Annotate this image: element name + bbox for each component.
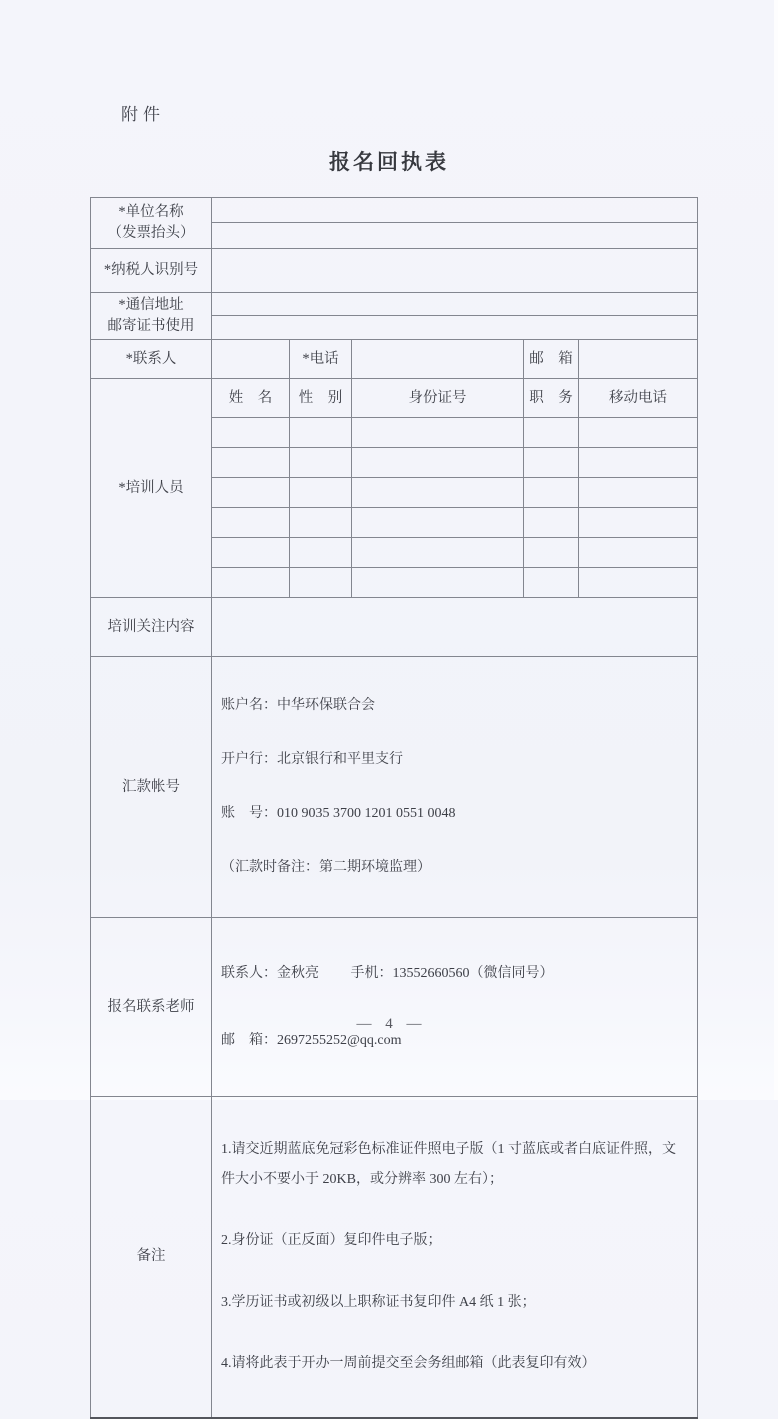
- remark-item-1: 1.请交近期蓝底免冠彩色标准证件照电子版（1 寸蓝底或者白底证件照，文件大小不要小于 20KB，或分辨率 300 左右）；: [221, 1142, 676, 1187]
- personnel-col-name: 姓 名: [212, 379, 290, 418]
- remittance-label: 汇款帐号: [91, 657, 212, 918]
- page-title: 报名回执表: [329, 150, 449, 174]
- training-focus-value: [212, 598, 698, 657]
- remittance-memo: （汇款时备注：第二期环境监理）: [221, 860, 431, 875]
- mailing-address-label-line1: *通信地址: [118, 297, 184, 313]
- phone-label: *电话: [290, 340, 352, 379]
- remittance-account-name: 账户名：中华环保联合会: [221, 698, 375, 713]
- unit-name-value-top: [212, 198, 698, 223]
- registration-contact-label: 报名联系老师: [91, 918, 212, 1097]
- taxpayer-id-label: *纳税人识别号: [91, 249, 212, 293]
- mailing-address-value-bottom: [212, 316, 698, 340]
- unit-name-label: [91, 198, 212, 249]
- personnel-label: *培训人员: [91, 379, 212, 598]
- email-label: 邮 箱: [524, 340, 579, 379]
- registration-contact-email: 邮 箱：2697255252@qq.com: [221, 1033, 402, 1048]
- personnel-col-mobile: 移动电话: [579, 379, 698, 418]
- registration-form-table: [90, 197, 698, 1419]
- email-value: [579, 340, 698, 379]
- unit-name-value-bottom: [212, 223, 698, 249]
- remark-item-2: 2.身份证（正反面）复印件电子版；: [221, 1233, 442, 1248]
- page-number: — 4 —: [356, 1016, 422, 1032]
- remarks-details: [212, 1097, 698, 1418]
- training-focus-label: 培训关注内容: [91, 598, 212, 657]
- registration-contact-person: 联系人：金秋亮 手机：13552660560（微信同号）: [221, 966, 554, 981]
- remittance-account-number: 账 号：010 9035 3700 1201 0551 0048: [221, 806, 456, 821]
- unit-name-label-line2: （发票抬头）: [107, 225, 195, 241]
- remarks-label: 备注: [91, 1097, 212, 1418]
- personnel-col-position: 职 务: [524, 379, 579, 418]
- personnel-col-id-number: 身份证号: [352, 379, 524, 418]
- taxpayer-id-value: [212, 249, 698, 293]
- mailing-address-value-top: [212, 293, 698, 316]
- unit-name-label-line1: *单位名称: [118, 204, 184, 220]
- phone-value: [352, 340, 524, 379]
- registration-contact-details: [212, 918, 698, 1097]
- remark-item-3: 3.学历证书或初级以上职称证书复印件 A4 纸 1 张；: [221, 1294, 536, 1310]
- mailing-address-label-line2: 邮寄证书使用: [107, 318, 195, 334]
- contact-label: *联系人: [91, 340, 212, 379]
- personnel-col-gender: 性 别: [290, 379, 352, 418]
- remittance-bank: 开户行：北京银行和平里支行: [221, 752, 403, 767]
- attachment-label: 附件: [121, 105, 165, 124]
- mailing-address-label: [91, 293, 212, 340]
- remittance-details: [212, 657, 698, 918]
- remark-item-4: 4.请将此表于开办一周前提交至会务组邮箱（此表复印有效）: [221, 1356, 596, 1371]
- contact-name-value: [212, 340, 290, 379]
